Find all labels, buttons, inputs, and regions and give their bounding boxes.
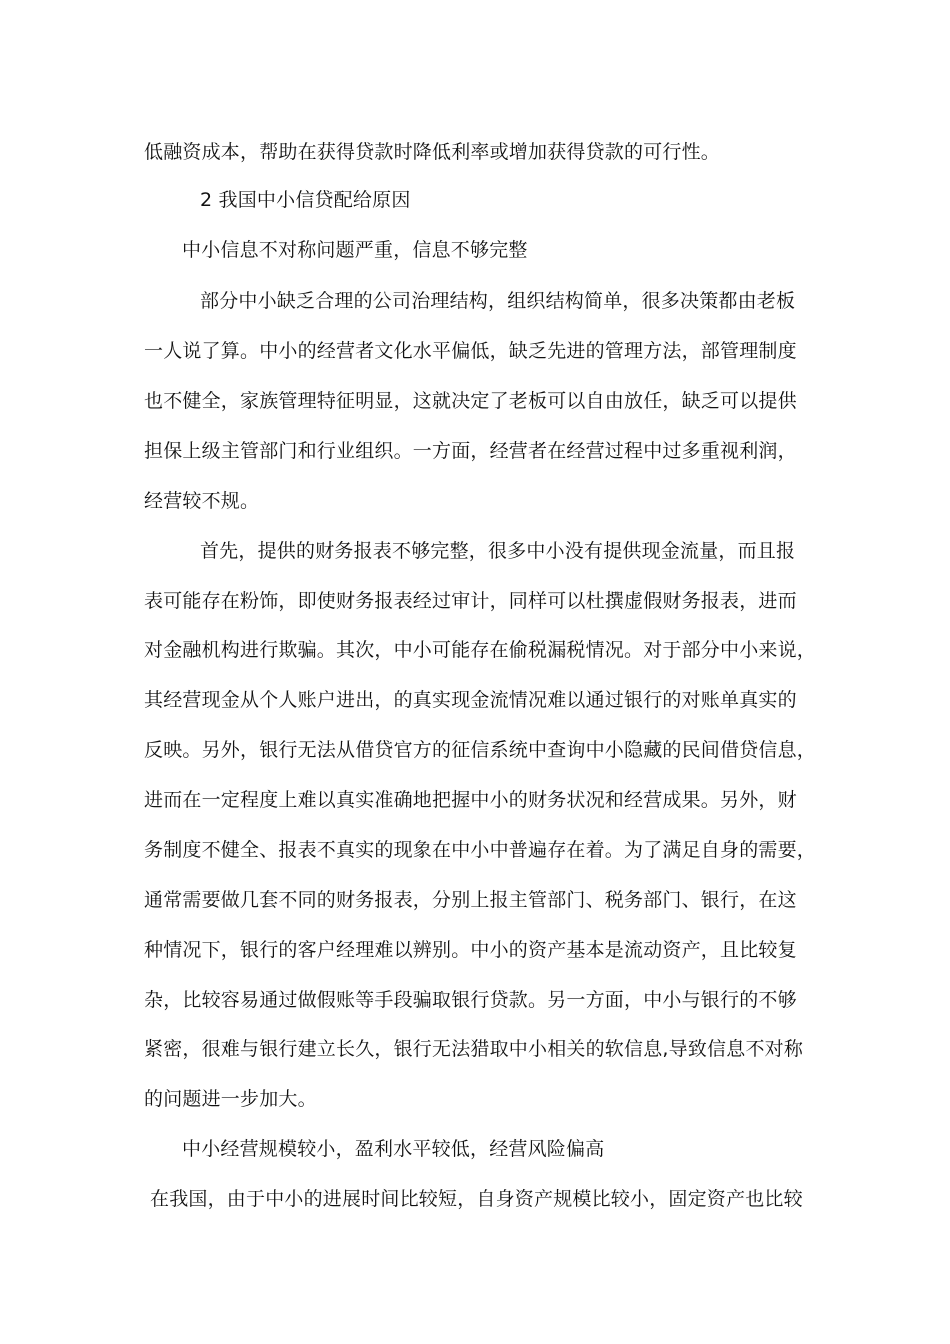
subsection-heading: 中小信息不对称问题严重，信息不够完整 (182, 239, 528, 261)
body-text-line: 务制度不健全、报表不真实的现象在中小中普遍存在着。为了满足自身的需要， (144, 839, 817, 861)
body-text-line: 进而在一定程度上难以真实准确地把握中小的财务状况和经营成果。另外，财 (144, 789, 797, 811)
body-text-line: 表可能存在粉饰，即使财务报表经过审计，同样可以杜撰虚假财务报表，进而 (144, 590, 797, 612)
body-text-line: 部分中小缺乏合理的公司治理结构，组织结构简单，很多决策都由老板 (200, 290, 796, 312)
body-text-line: 其经营现金从个人账户进出，的真实现金流情况难以通过银行的对账单真实的 (144, 689, 797, 711)
section-heading: 2 我国中小信贷配给原因 (200, 189, 411, 211)
body-text-line: 反映。另外，银行无法从借贷官方的征信系统中查询中小隐藏的民间借贷信息， (144, 739, 817, 761)
body-text-line: 的问题进一步加大。 (144, 1088, 317, 1110)
body-text-line: 紧密，很难与银行建立长久，银行无法猎取中小相关的软信息,导致信息不对称 (144, 1038, 804, 1060)
body-text-line: 经营较不规。 (144, 490, 260, 512)
body-text-line: 首先，提供的财务报表不够完整，很多中小没有提供现金流量，而且报 (200, 540, 796, 562)
body-text-line: 对金融机构进行欺骗。其次，中小可能存在偷税漏税情况。对于部分中小来说， (144, 639, 817, 661)
body-text-line: 种情况下，银行的客户经理难以辨别。中小的资产基本是流动资产，且比较复 (144, 939, 797, 961)
body-text-line: 在我国，由于中小的进展时间比较短，自身资产规模比较小，固定资产也比较 (150, 1188, 803, 1210)
body-text-line: 杂，比较容易通过做假账等手段骗取银行贷款。另一方面，中小与银行的不够 (144, 989, 797, 1011)
body-text-line: 也不健全，家族管理特征明显，这就决定了老板可以自由放任，缺乏可以提供 (144, 390, 797, 412)
body-text-line: 担保上级主管部门和行业组织。一方面，经营者在经营过程中过多重视利润， (144, 440, 797, 462)
body-text-line: 一人说了算。中小的经营者文化水平偏低，缺乏先进的管理方法，部管理制度 (144, 340, 797, 362)
subsection-heading: 中小经营规模较小，盈利水平较低，经营风险偏高 (182, 1138, 605, 1160)
body-text-line: 通常需要做几套不同的财务报表，分别上报主管部门、税务部门、银行，在这 (144, 889, 797, 911)
body-text-line: 低融资成本，帮助在获得贷款时降低利率或增加获得贷款的可行性。 (144, 141, 721, 163)
